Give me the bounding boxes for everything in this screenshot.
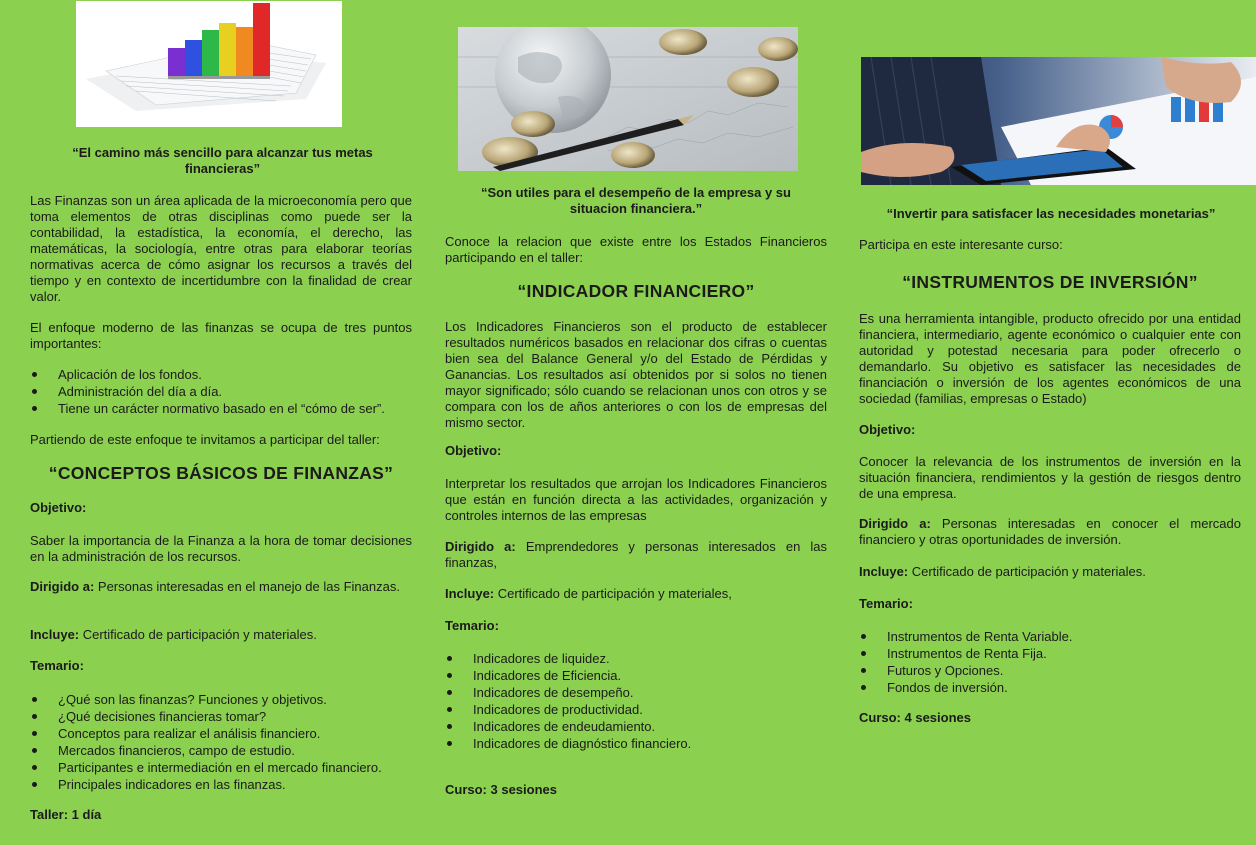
col3-footer: Curso: 4 sesiones xyxy=(859,710,971,725)
list-item: Indicadores de diagnóstico financiero. xyxy=(445,735,827,752)
col1-temario-label: Temario: xyxy=(30,658,84,673)
col1-objetivo: Saber la importancia de la Finanza a la hora de tomar decisiones en la administración de los recursos. xyxy=(30,533,412,564)
col1-objetivo-label: Objetivo: xyxy=(30,500,87,515)
col2-incluye xyxy=(445,586,827,602)
list-item: Aplicación de los fondos. xyxy=(30,366,412,383)
dirigido-label: Dirigido a: xyxy=(445,539,516,554)
col2-title: “INDICADOR FINANCIERO” xyxy=(517,281,755,301)
col3-temario-list xyxy=(859,628,1241,696)
list-item: Principales indicadores en las finanzas. xyxy=(30,776,412,793)
list-item: Tiene un carácter normativo basado en el “cómo de ser”. xyxy=(30,400,412,417)
col2-objetivo-label: Objetivo: xyxy=(445,443,502,458)
col3-desc: Es una herramienta intangible, producto ofrecido por una entidad financiera, intermediario, agente económico o cualquier ente con autoridad y potestad necesaria para poder ofrecerlo o demandarlo. Su objetivo es satisfacer las necesidades de financiación o inversión de los agentes económicos de una sociedad (familias, empresas o Estado) xyxy=(859,311,1241,406)
list-item: Fondos de inversión. xyxy=(859,679,1241,696)
col2-intro: Conoce la relacion que existe entre los Estados Financieros participando en el taller: xyxy=(445,234,827,265)
incluye-label: Incluye: xyxy=(445,586,495,601)
list-item: Participantes e intermediación en el mercado financiero. xyxy=(30,759,412,776)
col3-temario-label: Temario: xyxy=(859,596,913,611)
col3-incluye xyxy=(859,564,1241,580)
col2-desc: Los Indicadores Financieros son el producto de establecer resultados numéricos basados en relacionar dos cifras o cuentas bien sea del Balance General y/o del Estado de Pérdidas y Ganancias. Los resultados así obtenidos por si solos no tienen mayor significado; sólo cuando se relacionan unos con otros y se compara con los de años anteriores o con los de empresas del mismo sector. xyxy=(445,319,827,430)
list-item: Indicadores de productividad. xyxy=(445,701,827,718)
incluye-text: Certificado de participación y materiales. xyxy=(79,627,317,642)
dirigido-label: Dirigido a: xyxy=(30,579,95,594)
dirigido-label: Dirigido a: xyxy=(859,516,931,531)
list-item: Administración del día a día. xyxy=(30,383,412,400)
list-item: Conceptos para realizar el análisis financiero. xyxy=(30,725,412,742)
col1-title: “CONCEPTOS BÁSICOS DE FINANZAS” xyxy=(48,463,394,483)
incluye-label: Incluye: xyxy=(859,564,909,579)
col1-temario-list xyxy=(30,691,412,793)
list-item: ¿Qué son las finanzas? Funciones y objetivos. xyxy=(30,691,412,708)
col2-temario-label: Temario: xyxy=(445,618,499,633)
col1-invite: Partiendo de este enfoque te invitamos a participar del taller: xyxy=(30,432,380,447)
globe-coins-image xyxy=(458,27,798,171)
list-item: Indicadores de endeudamiento. xyxy=(445,718,827,735)
bar-chart-image xyxy=(76,1,342,127)
dirigido-text: Personas interesadas en el manejo de las Finanzas. xyxy=(94,579,400,594)
incluye-label: Incluye: xyxy=(30,627,80,642)
col1-footer: Taller: 1 día xyxy=(30,807,102,822)
col3-objetivo: Conocer la relevancia de los instrumentos de inversión en la situación financiera, rendimientos y la gestión de riesgos dentro de una empresa. xyxy=(859,454,1241,501)
list-item: Indicadores de Eficiencia. xyxy=(445,667,827,684)
dirigido-text: Personas interesadas en conocer el mercado financiero y otras oportunidades de inversión. xyxy=(859,516,1241,547)
col1-quote: “El camino más sencillo para alcanzar tus metas financieras” xyxy=(72,145,373,176)
col3-intro: Participa en este interesante curso: xyxy=(859,237,1063,252)
col3-quote: “Invertir para satisfacer las necesidades monetarias” xyxy=(886,206,1216,221)
list-item: Indicadores de liquidez. xyxy=(445,650,827,667)
col3-objetivo-label: Objetivo: xyxy=(859,422,916,437)
col1-focus: El enfoque moderno de las finanzas se ocupa de tres puntos importantes: xyxy=(30,320,412,351)
col2-quote: “Son utiles para el desempeño de la empresa y su situacion financiera.” xyxy=(481,185,791,216)
col2-footer: Curso: 3 sesiones xyxy=(445,782,557,797)
col1-points-list xyxy=(30,366,412,417)
col3-dirigido xyxy=(859,516,1241,548)
col1-incluye xyxy=(30,627,412,643)
business-tablet-image xyxy=(861,57,1256,185)
col1-intro: Las Finanzas son un área aplicada de la microeconomía pero que toma elementos de otras disciplinas como puede ser la contabilidad, la estadística, la economía, el derecho, las matemáticas, la sociología, entre otras para elaborar teorías normativas acerca de cómo asignar los recursos a través del tiempo y en contexto de incertidumbre con la finalidad de crear valor. xyxy=(30,193,412,304)
list-item: Futuros y Opciones. xyxy=(859,662,1241,679)
col2-temario-list xyxy=(445,650,827,752)
col2-objetivo: Interpretar los resultados que arrojan los Indicadores Financieros que están en función directa a las actividades, organización y controles internos de las empresas xyxy=(445,476,827,523)
incluye-text: Certificado de participación y materiales, xyxy=(494,586,732,601)
list-item: Instrumentos de Renta Fija. xyxy=(859,645,1241,662)
col1-dirigido xyxy=(30,579,412,595)
list-item: ¿Qué decisiones financieras tomar? xyxy=(30,708,412,725)
list-item: Mercados financieros, campo de estudio. xyxy=(30,742,412,759)
dirigido-text: Emprendedores y personas interesados en las finanzas, xyxy=(445,539,827,570)
incluye-text: Certificado de participación y materiales. xyxy=(908,564,1146,579)
list-item: Instrumentos de Renta Variable. xyxy=(859,628,1241,645)
col2-dirigido xyxy=(445,539,827,571)
col3-title: “INSTRUMENTOS DE INVERSIÓN” xyxy=(902,272,1198,292)
list-item: Indicadores de desempeño. xyxy=(445,684,827,701)
